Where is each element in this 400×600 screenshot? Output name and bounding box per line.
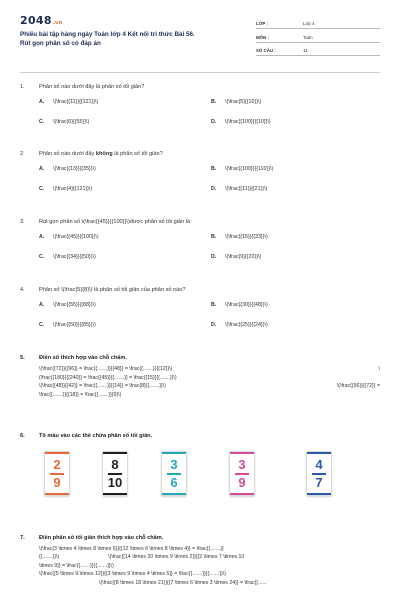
fraction-card[interactable] — [102, 451, 128, 496]
option-a[interactable]: A. \(\frac{{11}}{{121}}\) — [39, 99, 99, 105]
question-7 — [20, 534, 380, 587]
fill-line[interactable]: {{.......}}\) \(\frac{{14 \times 20 \times 9 \times 2}}{{2 \times 7 \times 10 — [39, 554, 245, 561]
fill-line[interactable]: \times 9}} = \frac{{.......}}{{.......}}\) — [39, 562, 114, 569]
site-logo[interactable]: 2048.vn — [20, 14, 63, 27]
fraction-cards — [36, 451, 356, 505]
info-row-class: LỚP : Lớp 4 — [256, 16, 380, 29]
options — [20, 158, 380, 204]
card-fraction: 4 7 — [307, 458, 331, 490]
worksheet-info — [256, 16, 380, 57]
fraction-card[interactable] — [306, 451, 332, 496]
option-d[interactable]: D. \(\frac{9}{{20}}\) — [211, 254, 262, 260]
question-stem: 6. Tô màu vào các thẻ chứa phân số tối giản. — [20, 433, 153, 439]
option-a[interactable]: A. \(\frac{{13}}{{35}}\) — [39, 166, 96, 172]
card-fraction: 3 6 — [162, 458, 186, 490]
options — [20, 91, 380, 137]
option-c[interactable]: C. \(\frac{4}{{121}}\) — [39, 186, 93, 192]
option-a[interactable]: A. \(\frac{{55}}{{88}}\) — [39, 302, 96, 308]
question-4 — [20, 286, 380, 340]
option-d[interactable]: D. \(\frac{{100}}{{10}}\) — [211, 119, 271, 125]
info-row-subject: MÔN : Toán — [256, 30, 380, 43]
option-b[interactable]: B. \(\frac{5}{{10}}\) — [211, 99, 262, 105]
fill-line[interactable]: \frac{{.......}}{{18}} = \frac{{.......}}{9}\) — [39, 391, 122, 398]
card-fraction: 2 9 — [45, 458, 69, 490]
card-fraction: 3 9 — [230, 458, 254, 490]
question-5 — [20, 354, 380, 399]
worksheet-header — [20, 14, 380, 58]
option-c[interactable]: C. \(\frac{6}{{55}}\) — [39, 119, 90, 125]
question-3 — [20, 218, 380, 272]
option-c[interactable]: C. \(\frac{{50}}{{85}}\) — [39, 322, 96, 328]
option-b[interactable]: B. \(\frac{{30}}{{48}}\) — [211, 302, 268, 308]
option-d[interactable]: D. \(\frac{{25}}{{24}}\) — [211, 322, 268, 328]
fill-line[interactable]: (\frac{{180}}{{240}} = \frac{{45}}{{.......}} = \frac{{15}}{{.......}}\) — [39, 374, 177, 381]
question-stem: 4. Phân số \(\frac{5}{8}\) là phân số tối giản của phân số nào? — [20, 287, 186, 293]
emphasis-word: không — [95, 151, 113, 157]
fill-line[interactable]: \(\frac{{72}}{{96}} = \frac{{.......}}{{48}} = \frac{{.......}}{{12}}\) \ — [39, 366, 380, 372]
question-stem: 3. Rút gọn phân số \(\frac{{45}}{{100}}\)được phân số tối giản là: — [20, 219, 192, 225]
fill-line[interactable]: \(\frac{3 \times 4 \times 8 \times 6}}{{12 \times 6 \times 8 \times 4}} = \frac{{.......}} — [39, 546, 224, 552]
option-b[interactable]: B. \(\frac{{100}}{{110}}\) — [211, 166, 274, 172]
options — [20, 294, 380, 340]
question-stem: 1. Phân số nào dưới đây là phân số tối giản? — [20, 84, 145, 90]
options — [20, 226, 380, 272]
fraction-card[interactable] — [44, 451, 70, 496]
info-row-count: SỐ CÂU : 11 — [256, 43, 380, 56]
fraction-card[interactable] — [161, 451, 187, 496]
question-2 — [20, 150, 380, 204]
fill-in-lines — [20, 365, 380, 399]
card-fraction: 8 10 — [107, 457, 123, 490]
fill-line[interactable]: \(\frac{{5 \times 9 \times 12}}{{3 \times 9 \times 4 \times 5}} = \frac{{.......}}{{.......}}\) — [39, 571, 226, 578]
option-a[interactable]: A. \(\frac{{45}}{{100}}\) — [39, 234, 99, 240]
option-b[interactable]: B. \(\frac{{15}}{{33}}\) — [211, 234, 268, 240]
question-stem: 7. Điền phân số tối giản thích hợp vào chỗ chấm. — [20, 535, 164, 541]
option-d[interactable]: D. \(\frac{{11}}{{21}}\) — [211, 186, 268, 192]
fill-line[interactable]: \(\frac{{8 \times 18 \times 21}}{{7 \times 6 \times 3 \times 24}} = \frac{{...... — [99, 579, 267, 586]
fill-in-lines — [20, 545, 380, 587]
worksheet-title: Phiếu bài tập hàng ngày Toán lớp 4 Kết nối tri thức Bài 56. Rút gọn phân số có đáp án — [20, 31, 195, 47]
option-c[interactable]: C. \(\frac{{34}}{{50}}\) — [39, 254, 96, 260]
question-6 — [20, 432, 380, 440]
fraction-card[interactable] — [229, 451, 255, 496]
fill-line[interactable]: \(\frac{{48}}{{42}} = \frac{{.......}}{{14}} = \frac{8}{{.......}}\) \(\frac{{56}}{{72}} = — [39, 383, 380, 390]
header-divider — [20, 72, 380, 73]
question-1 — [20, 83, 380, 137]
question-stem: 5. Điền số thích hợp vào chỗ chấm. — [20, 355, 127, 361]
question-stem: 2. Phân số nào dưới đây không là phân số tối giản? — [20, 151, 163, 157]
